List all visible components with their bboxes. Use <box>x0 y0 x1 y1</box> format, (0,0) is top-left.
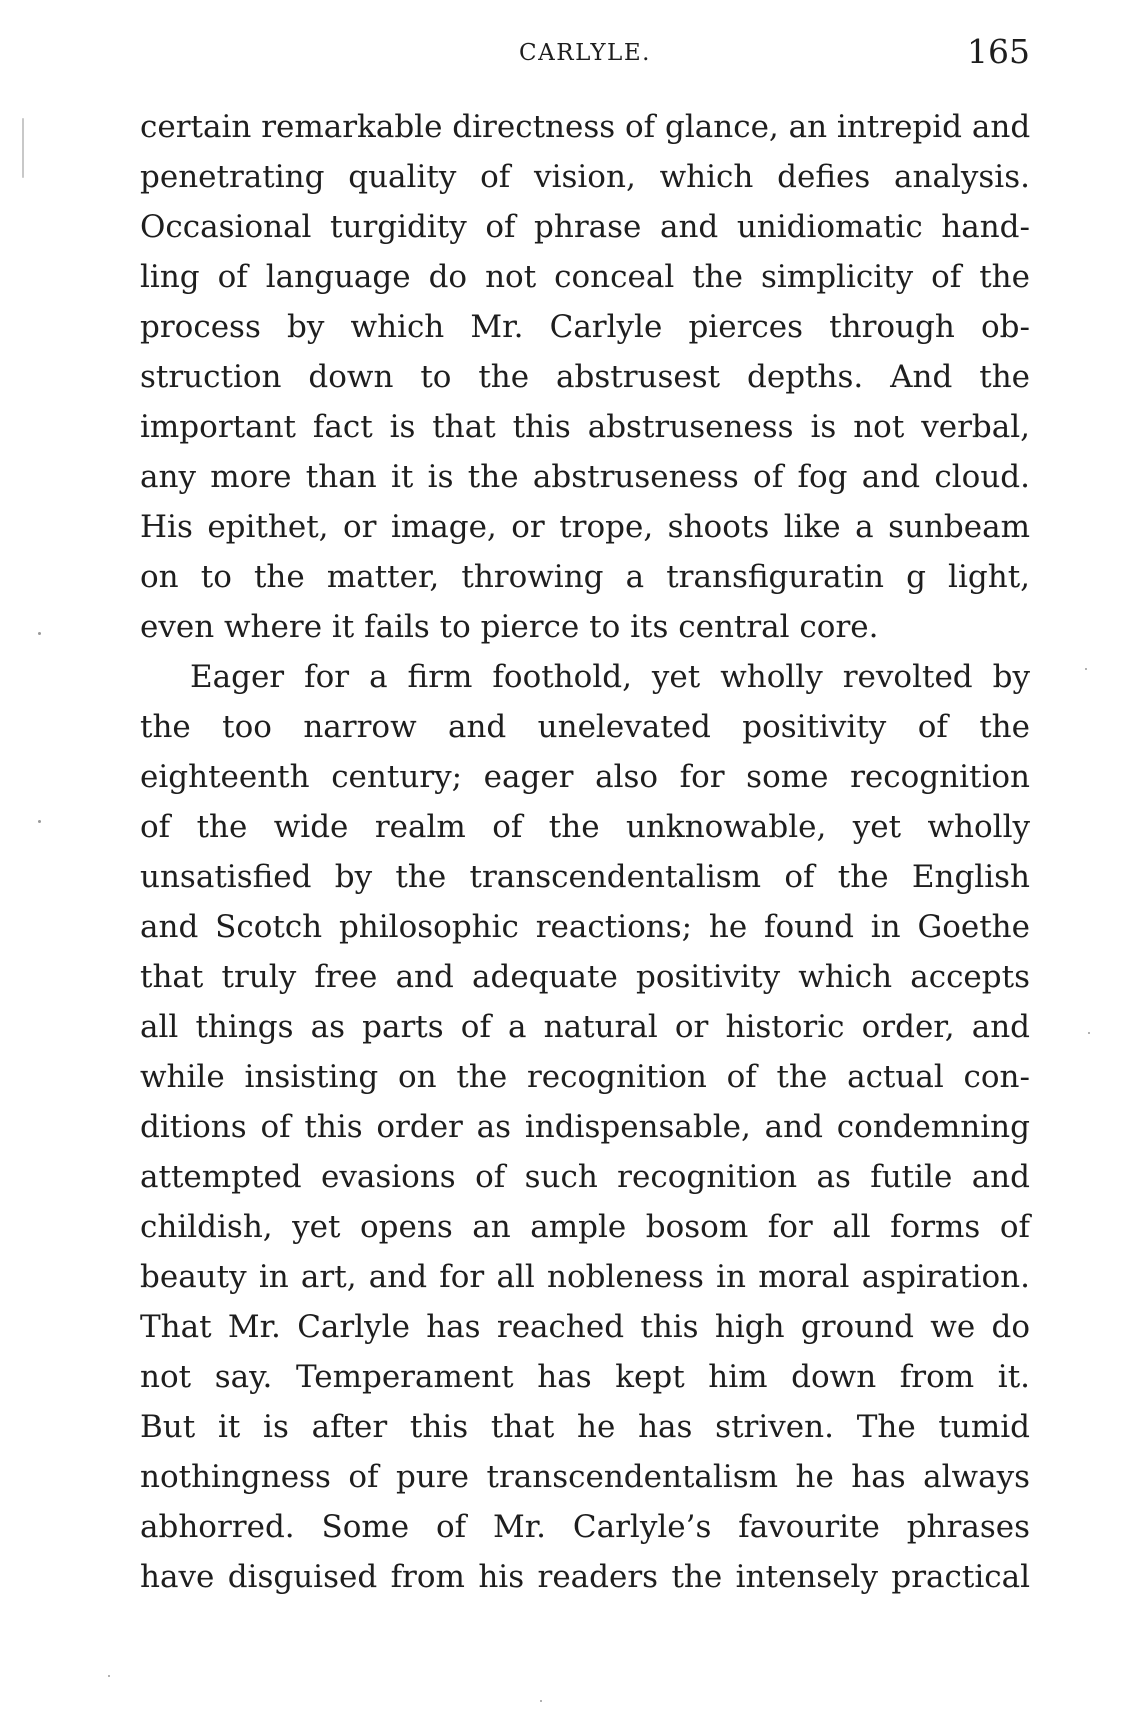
text-line: have disguised from his readers the intensely practical <box>140 1559 1030 1595</box>
text-line: important fact is that this abstruseness is not verbal, <box>140 409 1030 445</box>
scan-speck <box>540 1700 542 1702</box>
text-line: But it is after this that he has striven. The tumid <box>140 1409 1030 1445</box>
scan-speck <box>108 1675 110 1677</box>
text-line: His epithet, or image, or trope, shoots like a sunbeam <box>140 509 1030 545</box>
scan-speck <box>38 820 41 823</box>
text-line: not say. Temperament has kept him down from it. <box>140 1359 1030 1395</box>
text-line: childish, yet opens an ample bosom for all forms of <box>140 1209 1030 1245</box>
text-line: and Scotch philosophic reactions; he found in Goethe <box>140 909 1030 945</box>
scan-speck <box>1085 668 1087 670</box>
text-line: any more than it is the abstruseness of fog and cloud. <box>140 459 1030 495</box>
text-line: eighteenth century; eager also for some recognition <box>140 759 1030 795</box>
text-line: Eager for a firm foothold, yet wholly revolted by <box>190 659 1030 695</box>
text-line: abhorred. Some of Mr. Carlyle’s favourite phrases <box>140 1509 1030 1545</box>
text-line: of the wide realm of the unknowable, yet wholly <box>140 809 1030 845</box>
text-line: Occasional turgidity of phrase and unidiomatic hand- <box>140 209 1030 245</box>
text-line: struction down to the abstrusest depths. And the <box>140 359 1030 395</box>
text-line: ling of language do not conceal the simplicity of the <box>140 259 1030 295</box>
text-line: attempted evasions of such recognition as futile and <box>140 1159 1030 1195</box>
text-line: unsatisfied by the transcendentalism of the English <box>140 859 1030 895</box>
text-line: That Mr. Carlyle has reached this high ground we do <box>140 1309 1030 1345</box>
paragraph-1 <box>140 102 1030 652</box>
text-line: penetrating quality of vision, which defies analysis. <box>140 159 1030 195</box>
text-line: process by which Mr. Carlyle pierces through ob- <box>140 309 1030 345</box>
text-line: beauty in art, and for all nobleness in moral aspiration. <box>140 1259 1030 1295</box>
scan-speck <box>22 118 24 178</box>
text-line: nothingness of pure transcendentalism he has always <box>140 1459 1030 1495</box>
scan-speck <box>38 632 41 635</box>
text-line: ditions of this order as indispensable, and condemning <box>140 1109 1030 1145</box>
body-text <box>140 102 1030 1602</box>
text-line: even where it fails to pierce to its central core. <box>140 609 879 645</box>
text-line: the too narrow and unelevated positivity of the <box>140 709 1030 745</box>
text-line: while insisting on the recognition of the actual con- <box>140 1059 1030 1095</box>
scan-speck <box>1088 1032 1090 1034</box>
text-line: that truly free and adequate positivity which accepts <box>140 959 1030 995</box>
running-title: CARLYLE. <box>519 40 651 66</box>
text-line: all things as parts of a natural or historic order, and <box>140 1009 1030 1045</box>
page-number: 165 <box>967 32 1030 71</box>
text-line: on to the matter, throwing a transfiguratin g light, <box>140 559 1030 595</box>
paragraph-2 <box>140 652 1030 1602</box>
running-head <box>140 30 1030 74</box>
text-line: certain remarkable directness of glance, an intrepid and <box>140 109 1031 145</box>
